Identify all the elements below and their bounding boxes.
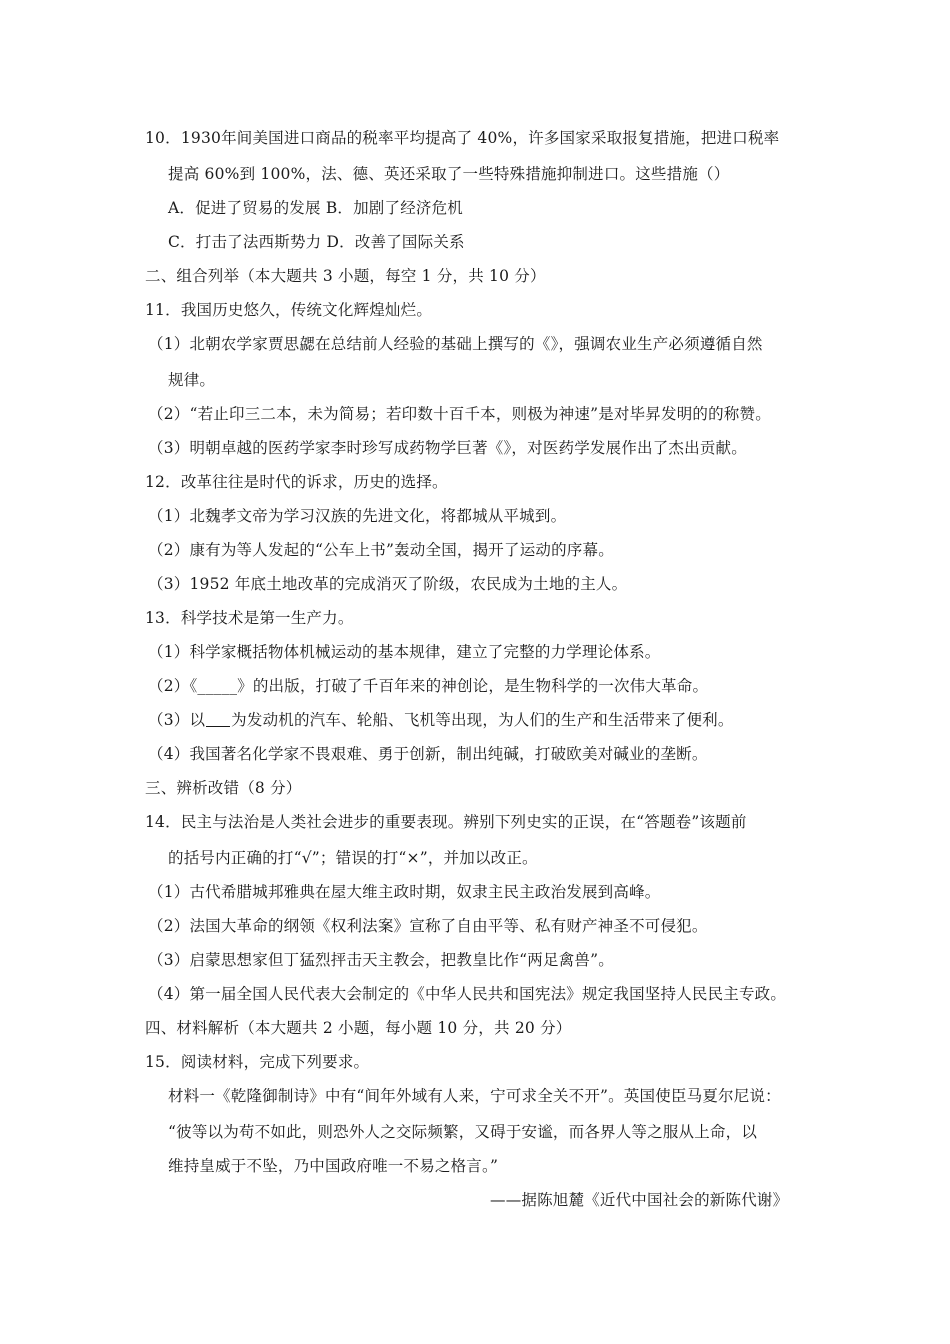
q14-part2: （2）法国大革命的纲领《权利法案》宣称了自由平等、私有财产神圣不可侵犯。 (148, 917, 708, 935)
q13-part4: （4）我国著名化学家不畏艰难、勇于创新，制出纯碱，打破欧美对碱业的垄断。 (148, 745, 708, 763)
q13-stem: 13．科学技术是第一生产力。 (145, 609, 354, 627)
q11-part1-line2: 规律。 (168, 371, 216, 389)
section2-heading: 二、组合列举（本大题共 3 小题，每空 1 分，共 10 分） (145, 267, 546, 285)
q15-stem: 15．阅读材料，完成下列要求。 (145, 1053, 370, 1071)
q12-part2: （2）康有为等人发起的“公车上书”轰动全国，揭开了运动的序幕。 (148, 541, 614, 559)
q12-stem: 12．改革往往是时代的诉求，历史的选择。 (145, 473, 448, 491)
q15-material-line3: 维持皇威于不坠，乃中国政府唯一不易之格言。” (168, 1157, 499, 1175)
q11-part1-line1: （1）北朝农学家贾思勰在总结前人经验的基础上撰写的《》，强调农业生产必须遵循自然 (148, 335, 763, 353)
q11-part3: （3）明朝卓越的医药学家李时珍写成药物学巨著《》，对医药学发展作出了杰出贡献。 (148, 439, 747, 457)
q13-part3 (148, 710, 734, 730)
q13-part1: （1）科学家概括物体机械运动的基本规律，建立了完整的力学理论体系。 (148, 643, 661, 661)
q14-part3: （3）启蒙思想家但丁猛烈抨击天主教会，把教皇比作“两足禽兽”。 (148, 951, 614, 969)
q15-material-line1: 材料一《乾隆御制诗》中有“间年外域有人来，宁可求全关不开”。英国使臣马夏尔尼说： (168, 1087, 781, 1105)
q10-stem-line2: 提高 60%到 100%，法、德、英还采取了一些特殊措施抑制进口。这些措施（） (168, 165, 730, 183)
q15-material-line2: “彼等以为苟不如此，则恐外人之交际频繁，又碍于安谧，而各界人等之服从上命，以 (168, 1123, 758, 1141)
q10-options-cd: C．打击了法西斯势力 D．改善了国际关系 (168, 233, 465, 251)
q10-options-ab: A．促进了贸易的发展 B．加剧了经济危机 (168, 199, 464, 217)
section4-heading: 四、材料解析（本大题共 2 小题，每小题 10 分，共 20 分） (145, 1019, 572, 1037)
q11-stem: 11．我国历史悠久，传统文化辉煌灿烂。 (145, 301, 433, 319)
answer-blank (206, 712, 230, 727)
q13-part3-before: （3）以 (148, 711, 206, 729)
q12-part3: （3）1952 年底土地改革的完成消灭了阶级，农民成为土地的主人。 (148, 575, 628, 593)
q10-stem-line1: 10．1930年间美国进口商品的税率平均提高了 40%，许多国家采取报复措施，把进口税率 (145, 129, 780, 147)
q12-part1: （1）北魏孝文帝为学习汉族的先进文化，将都城从平城到。 (148, 507, 567, 525)
q14-stem-line1: 14．民主与法治是人类社会进步的重要表现。辨别下列史实的正误，在“答题卷”该题前 (145, 813, 747, 831)
q13-part3-after: 为发动机的汽车、轮船、飞机等出现，为人们的生产和生活带来了便利。 (231, 711, 734, 729)
section3-heading: 三、辨析改错（8 分） (145, 779, 302, 797)
q14-part1: （1）古代希腊城邦雅典在屋大维主政时期，奴隶主民主政治发展到高峰。 (148, 883, 661, 901)
q14-stem-line2: 的括号内正确的打“√”；错误的打“×”，并加以改正。 (168, 849, 538, 867)
q13-part2: （2）《_____》的出版，打破了千百年来的神创论，是生物科学的一次伟大革命。 (148, 677, 709, 695)
q15-source: ——据陈旭麓《近代中国社会的新陈代谢》 (490, 1191, 789, 1209)
q14-part4: （4）第一届全国人民代表大会制定的《中华人民共和国宪法》规定我国坚持人民民主专政。 (148, 985, 787, 1003)
q11-part2: （2）“若止印三二本，未为简易；若印数十百千本，则极为神速”是对毕昇发明的的称赞。 (148, 405, 771, 423)
